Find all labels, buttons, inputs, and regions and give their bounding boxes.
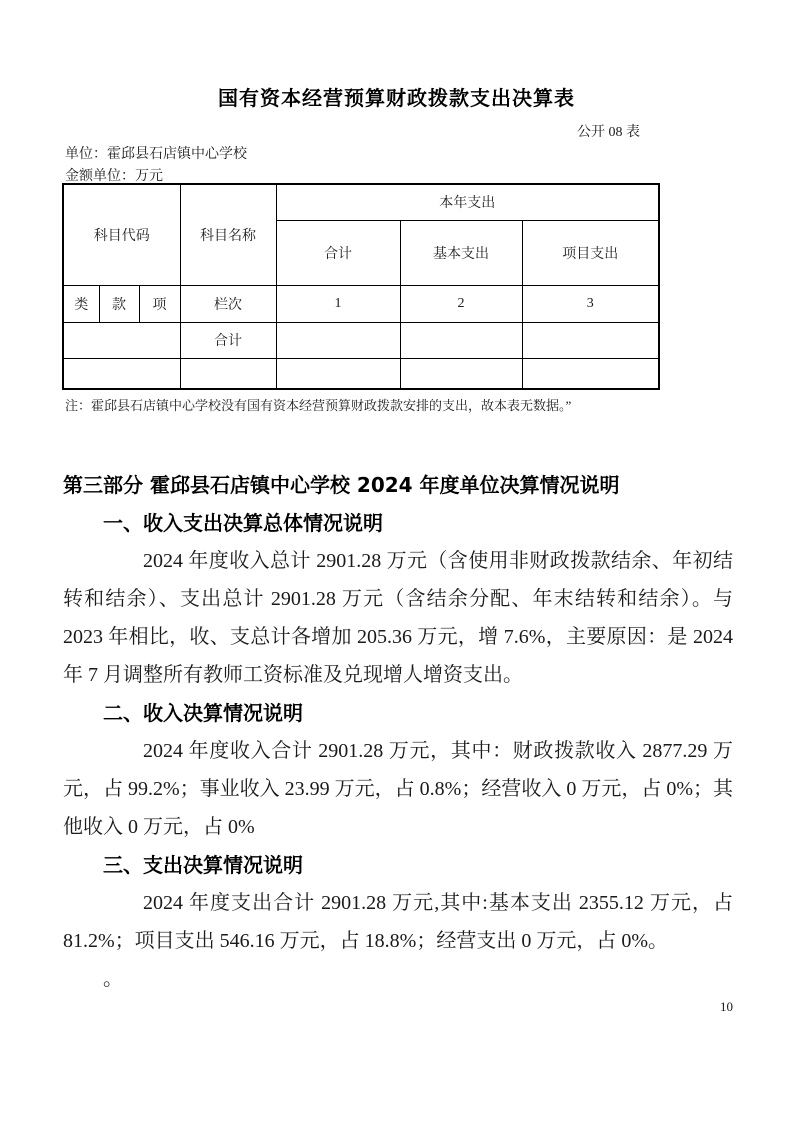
form-code-label: 公开 08 表 — [577, 125, 640, 140]
trailing-punctuation: 。 — [103, 968, 123, 990]
empty-row-total-value — [276, 358, 400, 389]
total-row-basic-value — [400, 322, 522, 358]
subheader-col-2: 2 — [400, 285, 522, 322]
page-number: 10 — [720, 999, 733, 1014]
subheader-col-3: 3 — [522, 285, 659, 322]
subsection-paragraph-2: 2024 年度收入合计 2901.28 万元，其中：财政拨款收入 2877.29 万元，占 99.2%；事业收入 23.99 万元，占 0.8%；经营收入 0 万元，占 0%；其他收入 0 万元，占 0% — [63, 740, 733, 838]
header-total: 合计 — [276, 220, 400, 285]
header-subject-code: 科目代码 — [63, 184, 180, 285]
table-row — [63, 285, 659, 322]
table-row — [63, 184, 659, 220]
subheader-clause: 项 — [139, 285, 180, 322]
total-row-code-cell — [63, 322, 180, 358]
subsection-heading-3: 三、支出决算情况说明 — [103, 853, 303, 877]
header-project-expenditure: 项目支出 — [522, 220, 659, 285]
empty-row-project-value — [522, 358, 659, 389]
narrative-section — [63, 466, 733, 998]
amount-unit-label: 金额单位：万元 — [65, 169, 163, 184]
empty-row-name — [180, 358, 276, 389]
subheader-column-label: 栏次 — [180, 285, 276, 322]
header-subject-name: 科目名称 — [180, 184, 276, 285]
subsection-paragraph-3: 2024 年度支出合计 2901.28 万元,其中:基本支出 2355.12 万元，占 81.2%；项目支出 546.16 万元，占 18.8%；经营支出 0 万元，占 0%。 — [63, 892, 733, 952]
subsection-heading-1: 一、收入支出决算总体情况说明 — [103, 511, 383, 535]
table-row-total — [63, 322, 659, 358]
subheader-item: 款 — [99, 285, 139, 322]
budget-expenditure-table — [62, 183, 660, 390]
subsection-paragraph-1: 2024 年度收入总计 2901.28 万元（含使用非财政拨款结余、年初结转和结余）、支出总计 2901.28 万元（含结余分配、年末结转和结余）。与 2023 年相比，收、支总计各增加 205.36 万元，增 7.6%，主要原因：是 2024 年 7 月调整所有教师工资标准及兑现增人增资支出。 — [63, 550, 733, 686]
total-row-name: 合计 — [180, 322, 276, 358]
empty-row-code-cell — [63, 358, 180, 389]
total-row-project-value — [522, 322, 659, 358]
header-basic-expenditure: 基本支出 — [400, 220, 522, 285]
unit-name-label: 单位：霍邱县石店镇中心学校 — [65, 147, 247, 162]
subsection-heading-2: 二、收入决算情况说明 — [103, 701, 303, 725]
subheader-category: 类 — [63, 285, 99, 322]
table-note: 注：霍邱县石店镇中心学校没有国有资本经营预算财政拨款安排的支出，故本表无数据。” — [65, 398, 572, 413]
section-heading-part3: 第三部分 霍邱县石店镇中心学校 2024 年度单位决算情况说明 — [63, 473, 620, 497]
total-row-total-value — [276, 322, 400, 358]
page-title: 国有资本经营预算财政拨款支出决算表 — [218, 86, 575, 110]
header-current-year-expenditure: 本年支出 — [276, 184, 659, 220]
empty-row-basic-value — [400, 358, 522, 389]
subheader-col-1: 1 — [276, 285, 400, 322]
table-row-empty — [63, 358, 659, 389]
